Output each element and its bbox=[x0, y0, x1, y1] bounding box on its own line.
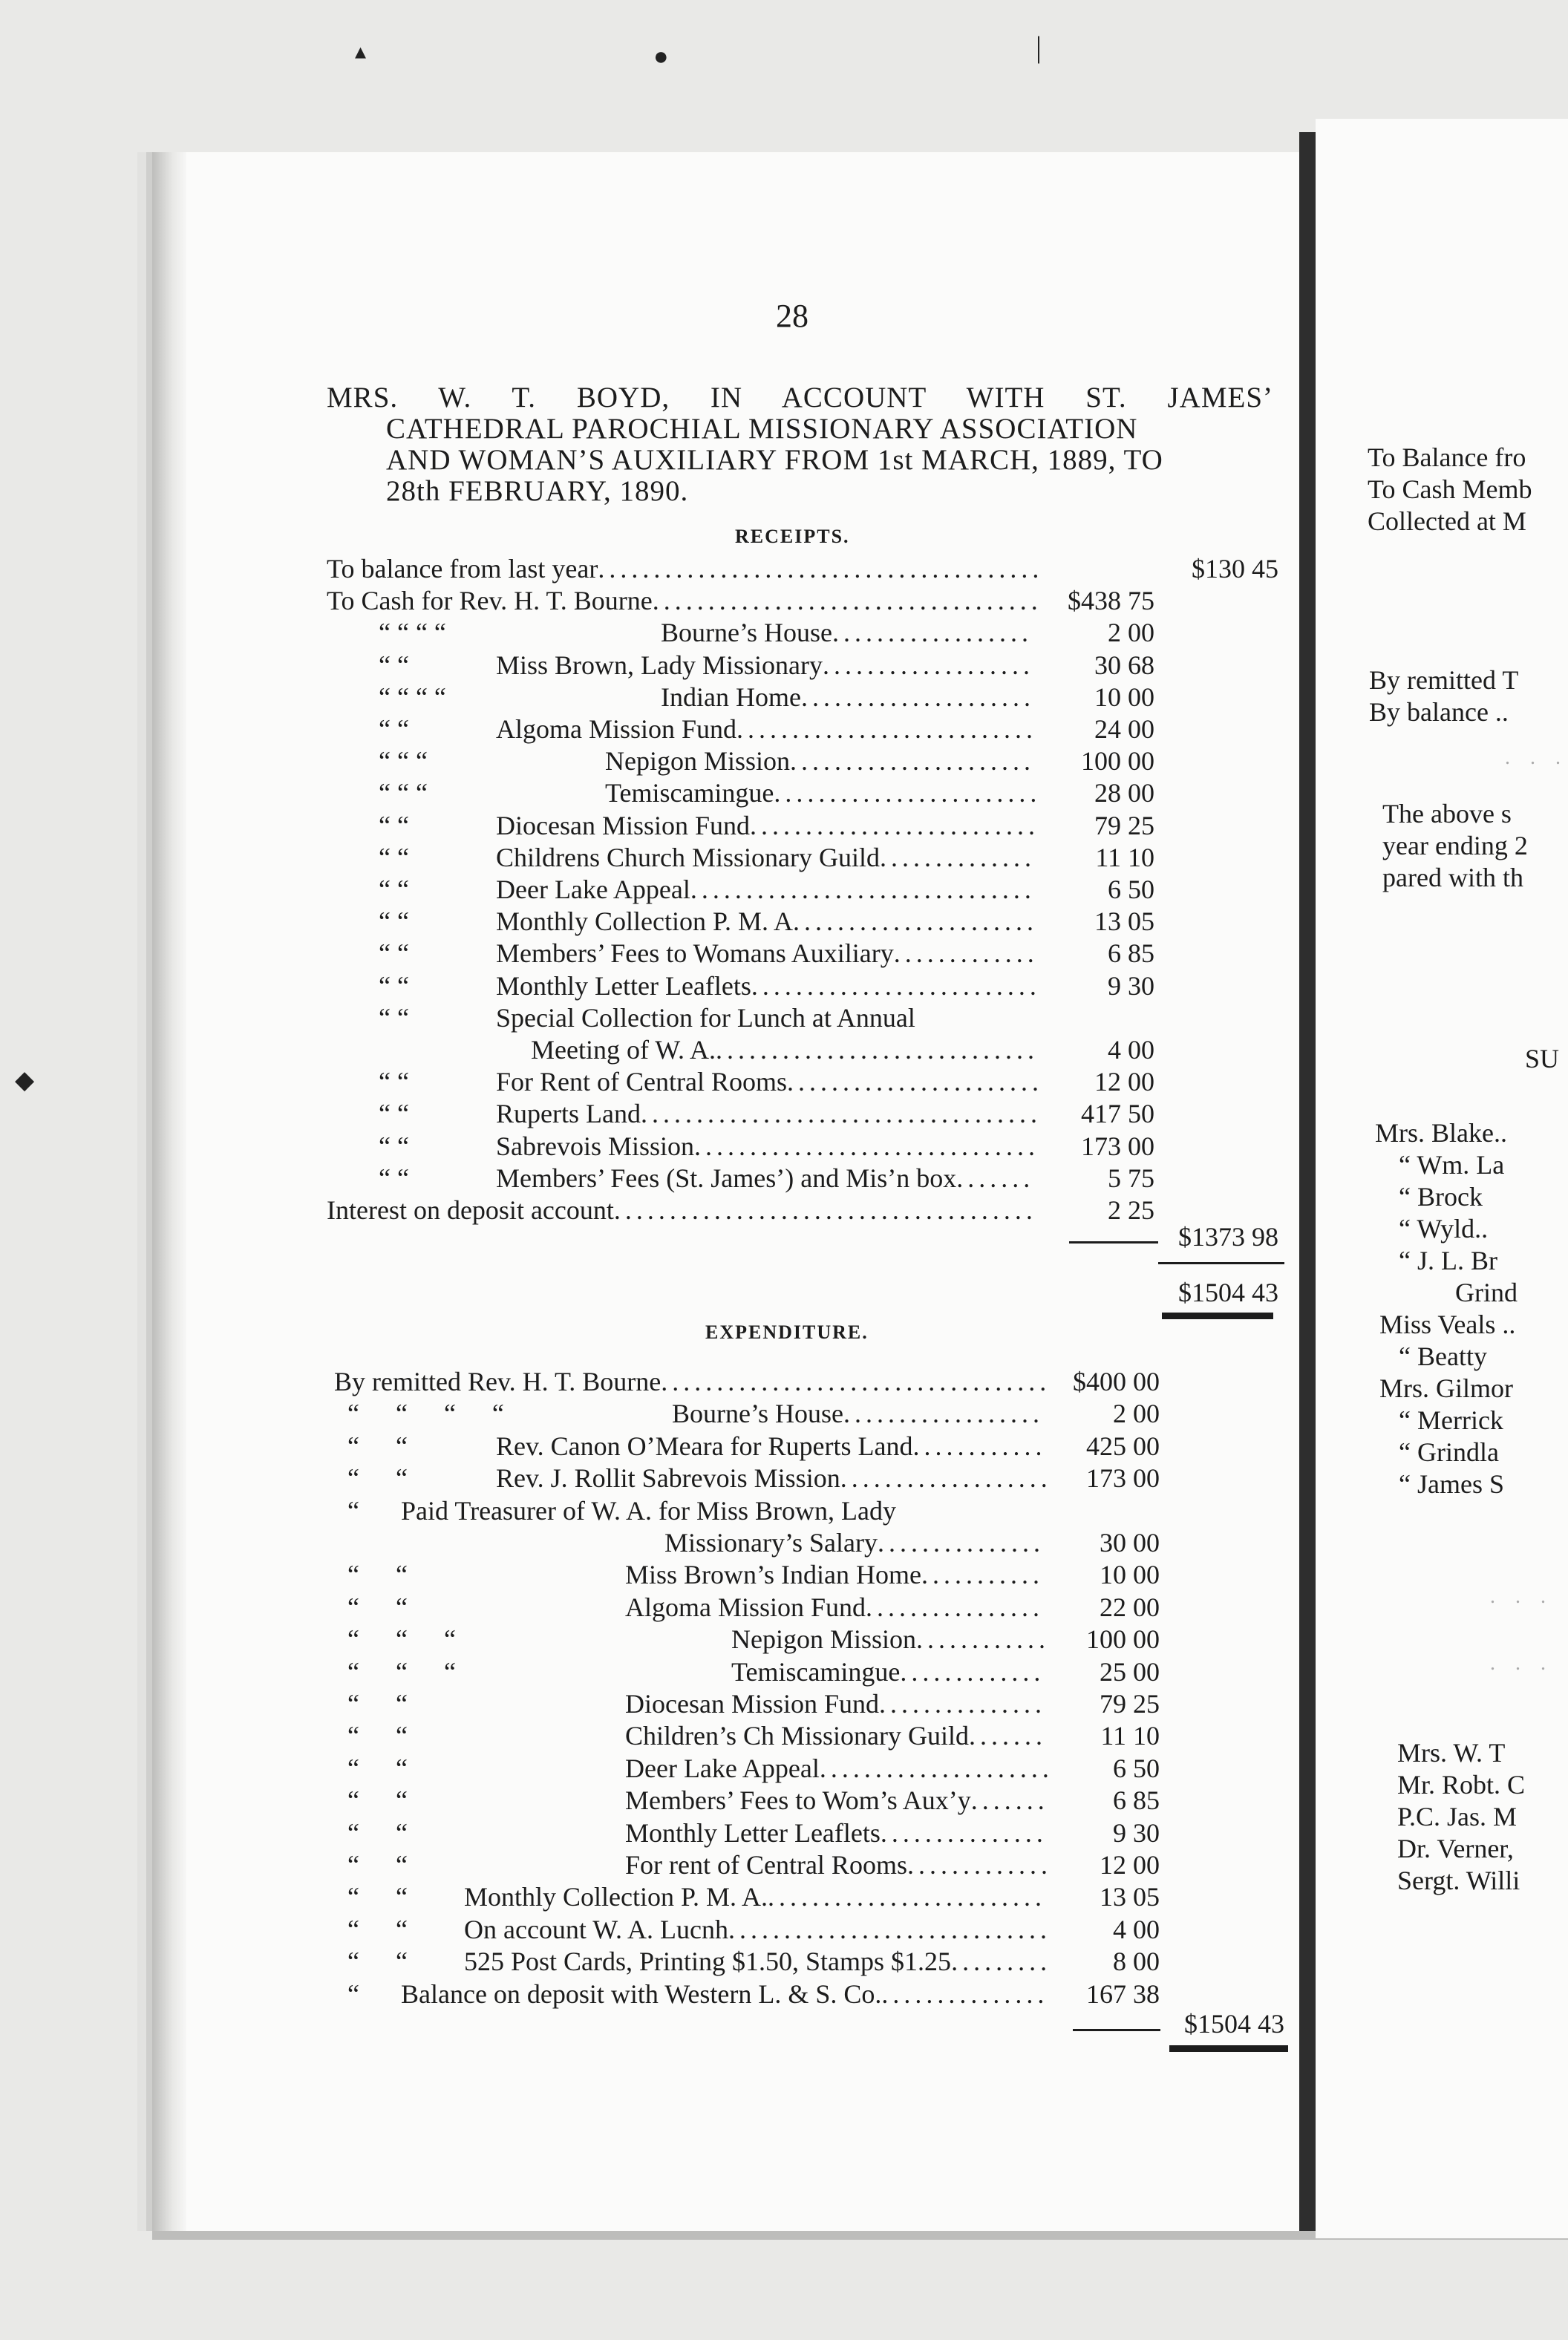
row-amount: 417 50 bbox=[1081, 1099, 1154, 1129]
row-description: Monthly Collection P. M. A...................... bbox=[496, 906, 1039, 937]
row-amount: 5 75 bbox=[1108, 1163, 1154, 1193]
row-description: Temiscamingue............. bbox=[731, 1656, 1045, 1687]
row-amount: 22 00 bbox=[1100, 1592, 1160, 1622]
ditto-mark: “ “ bbox=[347, 1689, 408, 1719]
leader-dots: ............... bbox=[880, 1817, 1048, 1848]
subscriber-line: “ Beatty bbox=[1399, 1341, 1487, 1371]
book-spine bbox=[1299, 132, 1316, 2233]
row-description: Paid Treasurer of W. A. for Miss Brown, Lady bbox=[401, 1495, 896, 1526]
row-total: $130 45 bbox=[1192, 554, 1278, 584]
right-page-line: Collected at M bbox=[1368, 506, 1526, 536]
ditto-mark: “ “ “ bbox=[347, 1656, 456, 1687]
subscriber-line: “ Wm. La bbox=[1399, 1150, 1505, 1180]
ditto-mark: “ “ bbox=[347, 1592, 408, 1622]
row-description: On account W. A. Lucnh............................. bbox=[464, 1914, 1051, 1944]
ditto-mark: “ “ bbox=[347, 1850, 408, 1880]
row-amount: 13 05 bbox=[1100, 1882, 1160, 1912]
officer-line: Dr. Verner, bbox=[1397, 1834, 1514, 1863]
faint-dots: . . . bbox=[1505, 746, 1568, 769]
leader-dots: ............................. bbox=[728, 1914, 1051, 1944]
right-page-line: year ending 2 bbox=[1382, 831, 1528, 860]
total-rule bbox=[1158, 1262, 1284, 1264]
ditto-mark: “ “ “ bbox=[347, 1624, 456, 1655]
row-description: For Rent of Central Rooms....................... bbox=[496, 1067, 1043, 1097]
row-amount: 6 85 bbox=[1108, 938, 1154, 969]
ditto-mark: “ “ bbox=[379, 810, 409, 840]
row-amount: 25 00 bbox=[1100, 1656, 1160, 1687]
row-amount: 4 00 bbox=[1113, 1914, 1160, 1944]
row-amount: 6 50 bbox=[1113, 1753, 1160, 1783]
ditto-mark: “ “ bbox=[347, 1463, 408, 1494]
row-description: Indian Home..................... bbox=[661, 682, 1035, 712]
row-amount: 11 10 bbox=[1095, 842, 1154, 872]
ditto-mark: “ “ bbox=[347, 1753, 408, 1783]
row-description: Monthly Collection P. M. A.......................... bbox=[464, 1882, 1047, 1912]
film-mark: ▴ bbox=[355, 39, 367, 64]
row-amount: 79 25 bbox=[1100, 1689, 1160, 1719]
expenditure-heading: EXPENDITURE. bbox=[705, 1321, 869, 1343]
leader-dots: ....................... bbox=[786, 1067, 1043, 1097]
subscriber-line: Mrs. Blake.. bbox=[1375, 1118, 1507, 1148]
receipts-grand-total: $1504 43 bbox=[1178, 1278, 1278, 1307]
right-page-line: To Balance fro bbox=[1368, 442, 1526, 472]
row-amount: 28 00 bbox=[1094, 778, 1154, 808]
leader-dots: ............. bbox=[906, 1850, 1052, 1880]
leader-dots: ........... bbox=[921, 1560, 1044, 1590]
leader-dots: ................................... bbox=[652, 586, 1042, 616]
row-description: Rev. J. Rollit Sabrevois Mission................... bbox=[496, 1463, 1052, 1494]
row-amount: 11 10 bbox=[1100, 1721, 1160, 1751]
leader-dots: ............................. bbox=[716, 1035, 1039, 1065]
ditto-mark: “ “ bbox=[379, 1099, 409, 1129]
row-description: 525 Post Cards, Printing $1.50, Stamps $1.25......... bbox=[464, 1947, 1052, 1977]
row-description: Meeting of W. A.............................. bbox=[531, 1035, 1039, 1065]
subscriber-line: “ Grindla bbox=[1399, 1437, 1499, 1467]
subscriber-line: “ J. L. Br bbox=[1399, 1246, 1497, 1275]
ditto-mark: “ “ bbox=[347, 1882, 408, 1912]
row-description: Diocesan Mission Fund.......................... bbox=[496, 810, 1039, 840]
subscriber-line: “ Merrick bbox=[1399, 1405, 1503, 1435]
leader-dots: ......... bbox=[951, 1947, 1052, 1977]
leader-dots: ......................... bbox=[768, 1882, 1047, 1912]
row-amount: 173 00 bbox=[1081, 1131, 1154, 1161]
row-description: Interest on deposit account...................................... bbox=[327, 1195, 1037, 1225]
subscriber-line: “ Wyld.. bbox=[1399, 1214, 1489, 1243]
ditto-mark: “ “ bbox=[379, 906, 409, 937]
row-description: Bourne’s House.................. bbox=[661, 618, 1033, 648]
row-amount: 2 00 bbox=[1113, 1399, 1160, 1429]
ditto-mark: “ “ bbox=[347, 1817, 408, 1848]
leader-dots: ............ bbox=[916, 1624, 1051, 1655]
officer-line: Mrs. W. T bbox=[1397, 1738, 1506, 1768]
leader-dots: ............. bbox=[893, 938, 1039, 969]
page-number: 28 bbox=[776, 298, 808, 334]
row-description: Childrens Church Missionary Guild.............. bbox=[496, 842, 1036, 872]
row-description: Temiscamingue........................ bbox=[605, 778, 1042, 808]
left-page-edge bbox=[152, 152, 186, 2231]
leader-dots: ....... bbox=[969, 1721, 1048, 1751]
row-amount: $438 75 bbox=[1068, 586, 1154, 616]
ditto-mark: “ “ “ “ bbox=[347, 1399, 504, 1429]
row-description: Deer Lake Appeal..................... bbox=[625, 1753, 1054, 1783]
leader-dots: .......................... bbox=[751, 970, 1041, 1001]
row-description: To balance from last year........................................ bbox=[327, 554, 1044, 584]
row-amount: 9 30 bbox=[1113, 1817, 1160, 1848]
row-description: Deer Lake Appeal............................... bbox=[496, 875, 1036, 904]
right-page-line: pared with th bbox=[1382, 863, 1523, 892]
row-description: Children’s Ch Missionary Guild....... bbox=[625, 1721, 1048, 1751]
subscriber-line: “ James S bbox=[1399, 1469, 1504, 1499]
ditto-mark: “ “ bbox=[379, 1131, 409, 1161]
receipts-heading: RECEIPTS. bbox=[735, 526, 850, 547]
row-description: To Cash for Rev. H. T. Bourne................................... bbox=[327, 586, 1042, 616]
row-amount: 173 00 bbox=[1086, 1463, 1160, 1494]
row-description: Algoma Mission Fund................ bbox=[625, 1592, 1045, 1622]
leader-dots: ..................... bbox=[819, 1753, 1054, 1783]
row-amount: 100 00 bbox=[1081, 746, 1154, 777]
row-amount: 10 00 bbox=[1094, 682, 1154, 712]
ditto-mark: “ “ bbox=[379, 714, 409, 744]
ditto-mark: “ “ “ bbox=[379, 778, 428, 808]
row-description: Ruperts Land.................................... bbox=[496, 1099, 1042, 1129]
row-description: Special Collection for Lunch at Annual bbox=[496, 1002, 915, 1033]
row-amount: 2 00 bbox=[1108, 618, 1154, 648]
row-amount: 10 00 bbox=[1100, 1560, 1160, 1590]
ditto-mark: “ “ bbox=[379, 1163, 409, 1193]
leader-dots: ............................... bbox=[690, 875, 1036, 904]
leader-dots: ................ bbox=[866, 1592, 1045, 1622]
ditto-mark: “ “ “ “ bbox=[379, 682, 446, 712]
subscriber-line: Mrs. Gilmor bbox=[1379, 1373, 1513, 1403]
row-amount: 100 00 bbox=[1086, 1624, 1160, 1655]
ditto-mark: “ “ bbox=[347, 1560, 408, 1590]
row-amount: 79 25 bbox=[1094, 810, 1154, 840]
film-mark: | bbox=[1036, 30, 1042, 64]
officer-line: Sergt. Willi bbox=[1397, 1866, 1520, 1895]
row-amount: 12 00 bbox=[1094, 1067, 1154, 1097]
officer-line: Mr. Robt. C bbox=[1397, 1770, 1526, 1800]
leader-dots: .............. bbox=[879, 842, 1036, 872]
leader-dots: ............. bbox=[900, 1656, 1045, 1687]
row-description: For rent of Central Rooms............. bbox=[625, 1850, 1052, 1880]
ditto-mark: “ “ bbox=[379, 875, 409, 904]
row-description: Nepigon Mission............ bbox=[731, 1624, 1051, 1655]
total-double-rule bbox=[1162, 1313, 1273, 1319]
leader-dots: ................... bbox=[840, 1463, 1052, 1494]
row-amount: 30 00 bbox=[1100, 1528, 1160, 1558]
ditto-mark: “ “ bbox=[379, 842, 409, 872]
leader-dots: ............... bbox=[879, 1689, 1046, 1719]
row-amount: 24 00 bbox=[1094, 714, 1154, 744]
right-page-line: By balance .. bbox=[1369, 697, 1509, 727]
row-amount: 6 85 bbox=[1113, 1785, 1160, 1816]
leader-dots: ...................... bbox=[790, 746, 1036, 777]
right-page bbox=[1316, 119, 1568, 2238]
leader-dots: ............... bbox=[877, 1528, 1045, 1558]
row-description: Rev. Canon O’Meara for Ruperts Land............ bbox=[496, 1431, 1047, 1461]
right-page-line: To Cash Memb bbox=[1368, 474, 1532, 504]
ditto-mark: “ “ bbox=[347, 1785, 408, 1816]
leader-dots: ............... bbox=[881, 1978, 1049, 2009]
row-description: Members’ Fees (St. James’) and Mis’n box....... bbox=[496, 1163, 1035, 1193]
subscriber-line: Grind bbox=[1455, 1278, 1518, 1307]
ditto-mark: “ bbox=[347, 1495, 359, 1526]
leader-dots: ................... bbox=[823, 650, 1034, 680]
leader-dots: .......................... bbox=[750, 810, 1039, 840]
leader-dots: ...................... bbox=[793, 906, 1039, 937]
row-description: Miss Brown’s Indian Home........... bbox=[625, 1560, 1044, 1590]
receipts-subtotal: $1373 98 bbox=[1178, 1222, 1278, 1252]
ditto-mark: “ “ “ bbox=[379, 746, 428, 777]
row-description: Balance on deposit with Western L. & S. Co................ bbox=[401, 1978, 1049, 2009]
row-description: Sabrevois Mission............................... bbox=[496, 1131, 1040, 1161]
total-double-rule bbox=[1169, 2045, 1288, 2052]
row-amount: 12 00 bbox=[1100, 1850, 1160, 1880]
row-description: Monthly Letter Leaflets............... bbox=[625, 1817, 1048, 1848]
row-description: Bourne’s House.................. bbox=[672, 1399, 1044, 1429]
faint-dots: . . . bbox=[1490, 1652, 1553, 1675]
ditto-mark: “ bbox=[347, 1978, 359, 2009]
row-description: Diocesan Mission Fund............... bbox=[625, 1689, 1046, 1719]
officer-line: P.C. Jas. M bbox=[1397, 1802, 1518, 1831]
right-page-line: The above s bbox=[1382, 799, 1512, 829]
leader-dots: ........................... bbox=[736, 714, 1038, 744]
leader-dots: ........................................ bbox=[598, 554, 1044, 584]
title-line: MRS. W. T. BOYD, IN ACCOUNT WITH ST. JAMES’ bbox=[327, 382, 1273, 414]
row-amount: 167 38 bbox=[1086, 1978, 1160, 2009]
ditto-mark: “ “ bbox=[347, 1721, 408, 1751]
ditto-mark: “ “ “ “ bbox=[379, 618, 446, 648]
row-amount: $400 00 bbox=[1073, 1367, 1160, 1396]
leader-dots: ............ bbox=[912, 1431, 1047, 1461]
ditto-mark: “ “ bbox=[347, 1947, 408, 1977]
title-line: CATHEDRAL PAROCHIAL MISSIONARY ASSOCIATION bbox=[386, 413, 1138, 445]
row-description: Monthly Letter Leaflets.......................... bbox=[496, 970, 1041, 1001]
right-page-line: By remitted T bbox=[1369, 665, 1519, 695]
row-amount: 4 00 bbox=[1108, 1035, 1154, 1065]
row-description: Algoma Mission Fund........................... bbox=[496, 714, 1038, 744]
faint-dots: . . . bbox=[1490, 1585, 1553, 1608]
ditto-mark: “ “ bbox=[379, 650, 409, 680]
leader-dots: .................. bbox=[832, 618, 1033, 648]
ditto-mark: “ “ bbox=[379, 1002, 409, 1033]
leader-dots: .................. bbox=[843, 1399, 1044, 1429]
row-amount: 6 50 bbox=[1108, 875, 1154, 904]
row-description: Members’ Fees to Womans Auxiliary............. bbox=[496, 938, 1039, 969]
ditto-mark: “ “ bbox=[379, 1067, 409, 1097]
ditto-mark: “ “ bbox=[379, 938, 409, 969]
leader-dots: ........................ bbox=[774, 778, 1042, 808]
ditto-mark: “ “ bbox=[379, 970, 409, 1001]
row-amount: 9 30 bbox=[1108, 970, 1154, 1001]
film-mark: ● bbox=[653, 43, 669, 71]
row-amount: 8 00 bbox=[1113, 1947, 1160, 1977]
leader-dots: ............................... bbox=[694, 1131, 1040, 1161]
row-description: Members’ Fees to Wom’s Aux’y....... bbox=[625, 1785, 1049, 1816]
row-amount: 425 00 bbox=[1086, 1431, 1160, 1461]
subscriber-line: Miss Veals .. bbox=[1379, 1310, 1516, 1339]
row-description: Missionary’s Salary............... bbox=[664, 1528, 1045, 1558]
ditto-mark: “ “ bbox=[347, 1914, 408, 1944]
ditto-mark: “ “ bbox=[347, 1431, 408, 1461]
expenditure-total: $1504 43 bbox=[1184, 2009, 1284, 2039]
row-description: By remitted Rev. H. T. Bourne................................... bbox=[334, 1367, 1051, 1396]
title-line: 28th FEBRUARY, 1890. bbox=[386, 475, 689, 507]
right-page-heading: SU bbox=[1525, 1044, 1560, 1073]
title-line: AND WOMAN’S AUXILIARY FROM 1st MARCH, 1889, TO bbox=[386, 444, 1163, 476]
row-amount: 2 25 bbox=[1108, 1195, 1154, 1225]
row-amount: 30 68 bbox=[1094, 650, 1154, 680]
row-amount: 13 05 bbox=[1094, 906, 1154, 937]
row-description: Miss Brown, Lady Missionary................... bbox=[496, 650, 1034, 680]
subscriber-line: “ Brock bbox=[1399, 1182, 1483, 1212]
leader-dots: ....... bbox=[956, 1163, 1035, 1193]
leader-dots: ................................... bbox=[661, 1367, 1051, 1396]
leader-dots: ...................................... bbox=[613, 1195, 1037, 1225]
account-title bbox=[327, 382, 1273, 507]
leader-dots: .................................... bbox=[640, 1099, 1042, 1129]
film-mark: ◆ bbox=[15, 1067, 35, 1094]
row-description: Nepigon Mission...................... bbox=[605, 746, 1036, 777]
leader-dots: ....... bbox=[970, 1785, 1049, 1816]
leader-dots: ..................... bbox=[800, 682, 1035, 712]
